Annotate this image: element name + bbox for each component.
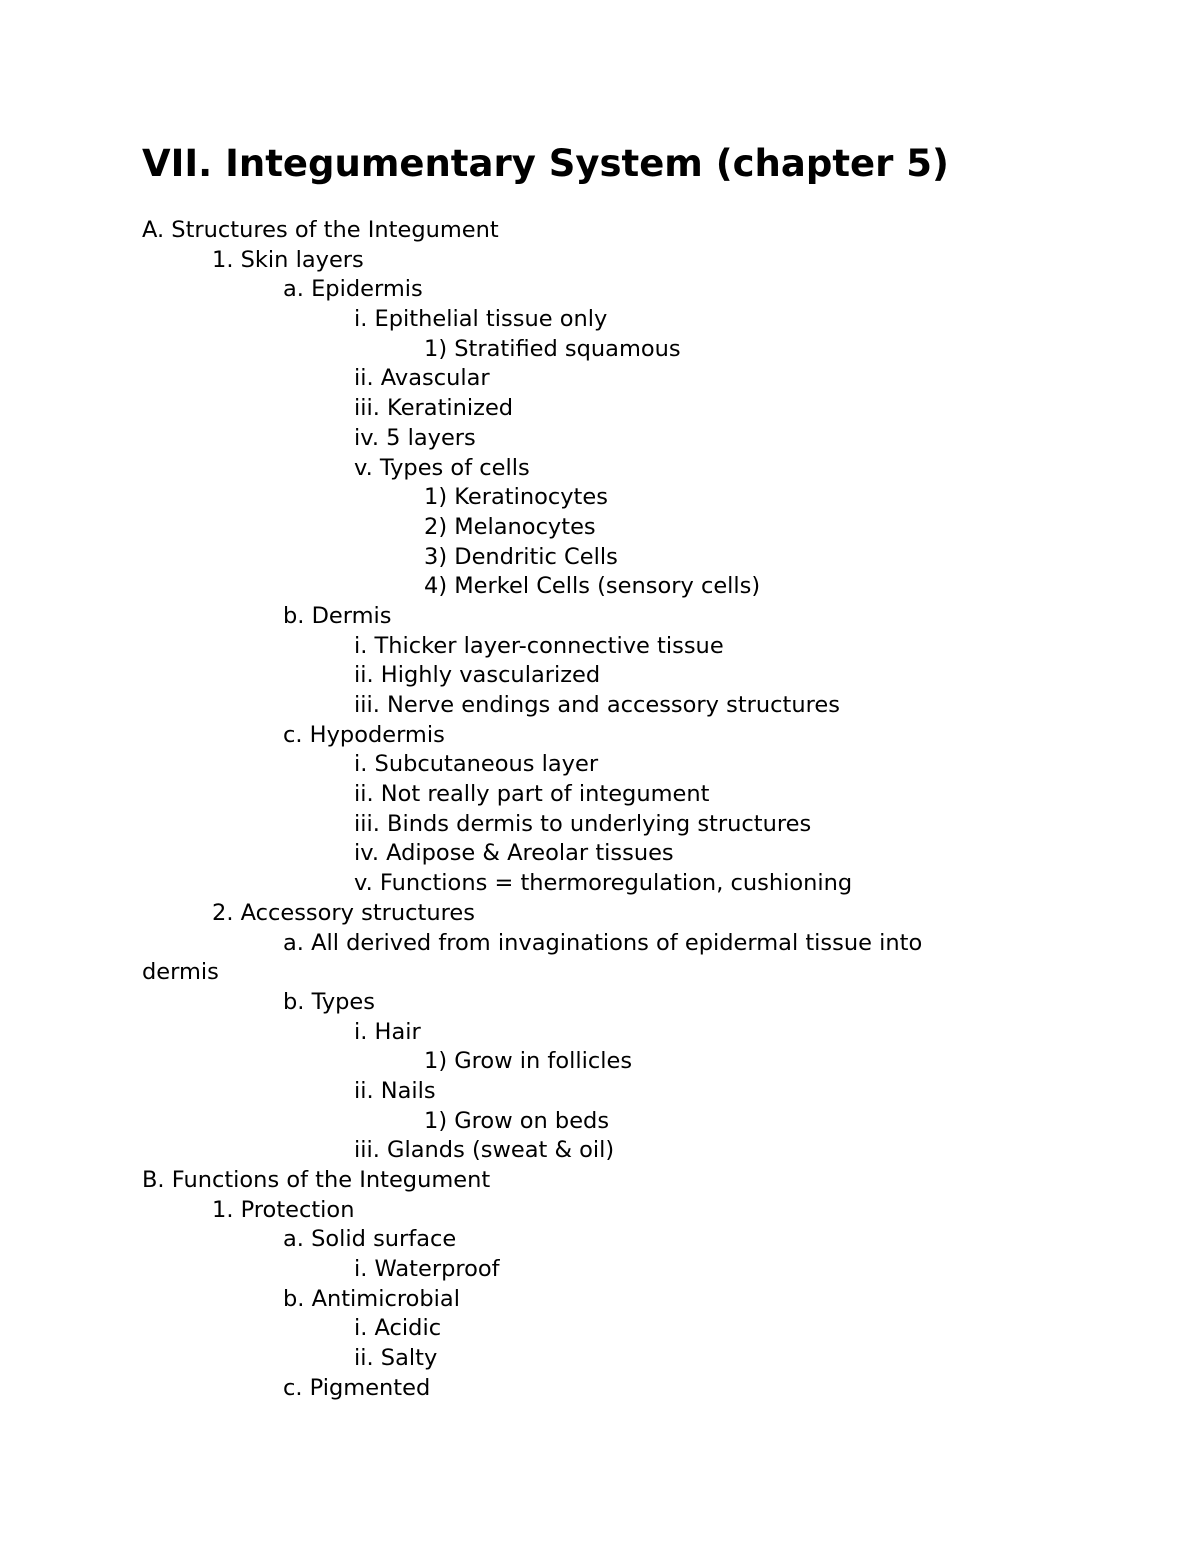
- outline-item: 1) Grow in follicles: [424, 1048, 633, 1075]
- outline-item: b. Antimicrobial: [283, 1285, 460, 1312]
- outline-item: i. Acidic: [354, 1315, 442, 1342]
- outline-item: 1) Keratinocytes: [424, 484, 608, 511]
- outline-item: ii. Nails: [354, 1077, 436, 1104]
- outline-item: dermis: [142, 959, 219, 986]
- outline-item: b. Types: [283, 988, 375, 1015]
- outline-item: 1) Grow on beds: [424, 1107, 610, 1134]
- outline-item: iii. Nerve endings and accessory structures: [354, 692, 840, 718]
- outline-item: ii. Not really part of integument: [354, 781, 710, 808]
- outline-item: iv. 5 layers: [354, 424, 476, 451]
- outline-item: b. Dermis: [283, 602, 392, 629]
- outline-item: 1. Protection: [212, 1196, 355, 1223]
- outline-item: ii. Salty: [354, 1345, 438, 1372]
- outline-item: c. Hypodermis: [283, 721, 445, 748]
- outline-item: A. Structures of the Integument: [142, 217, 499, 243]
- outline-item: c. Pigmented: [283, 1374, 431, 1401]
- outline-item: v. Functions = thermoregulation, cushioning: [354, 870, 853, 897]
- page-title: VII. Integumentary System (chapter 5): [142, 142, 949, 185]
- outline-item: iii. Binds dermis to underlying structures: [354, 810, 812, 837]
- outline-item: i. Epithelial tissue only: [354, 306, 608, 333]
- outline-item: 1. Skin layers: [212, 246, 364, 273]
- outline-item: 3) Dendritic Cells: [424, 543, 618, 570]
- outline-item: 2. Accessory structures: [212, 899, 475, 926]
- outline-item: 1) Stratified squamous: [424, 335, 681, 362]
- outline-item: v. Types of cells: [354, 454, 530, 481]
- outline-item: iii. Keratinized: [354, 395, 514, 422]
- outline-item: a. Epidermis: [283, 276, 423, 303]
- outline-item: i. Waterproof: [354, 1256, 500, 1283]
- outline-item: i. Hair: [354, 1018, 421, 1045]
- outline-item: i. Subcutaneous layer: [354, 751, 599, 778]
- outline-item: iii. Glands (sweat & oil): [354, 1137, 615, 1164]
- outline-item: a. Solid surface: [283, 1226, 457, 1253]
- outline: [142, 216, 1042, 1404]
- outline-item: i. Thicker layer-connective tissue: [354, 632, 724, 659]
- outline-item: ii. Avascular: [354, 365, 490, 392]
- outline-item: 4) Merkel Cells (sensory cells): [424, 573, 761, 600]
- outline-item: iv. Adipose & Areolar tissues: [354, 840, 674, 867]
- outline-item: 2) Melanocytes: [424, 513, 596, 540]
- outline-item: a. All derived from invaginations of epidermal tissue into: [283, 929, 923, 956]
- outline-item: B. Functions of the Integument: [142, 1167, 491, 1193]
- outline-item: ii. Highly vascularized: [354, 662, 601, 689]
